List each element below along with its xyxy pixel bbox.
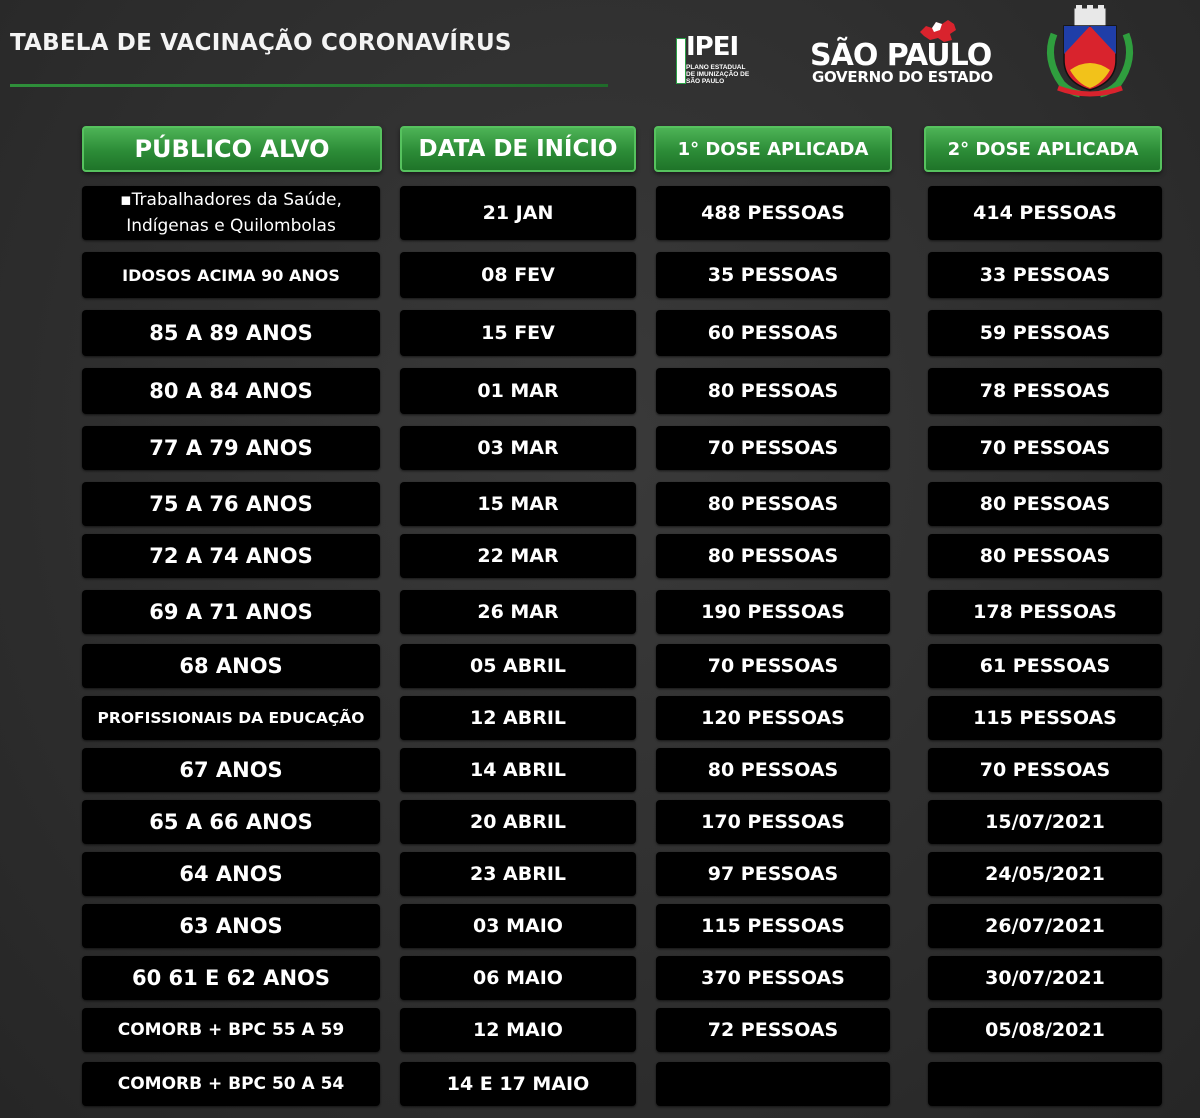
table-cell-data-inicio: 06 MAIO — [400, 956, 636, 1000]
table-cell-data-inicio: 03 MAIO — [400, 904, 636, 948]
ipei-logo-text: IPEI — [686, 32, 739, 62]
table-cell-segunda-dose: 33 PESSOAS — [928, 252, 1162, 298]
sao-paulo-logo-subtitle: GOVERNO DO ESTADO — [812, 68, 993, 86]
table-cell-segunda-dose: 80 PESSOAS — [928, 482, 1162, 526]
table-cell-publico-alvo: 68 ANOS — [82, 644, 380, 688]
table-cell-primeira-dose: 70 PESSOAS — [656, 426, 890, 470]
table-cell-segunda-dose: 414 PESSOAS — [928, 186, 1162, 240]
table-cell-primeira-dose: 70 PESSOAS — [656, 644, 890, 688]
table-cell-primeira-dose: 488 PESSOAS — [656, 186, 890, 240]
table-cell-publico-alvo: 85 A 89 ANOS — [82, 310, 380, 356]
table-cell-publico-alvo: 72 A 74 ANOS — [82, 534, 380, 578]
table-cell-data-inicio: 03 MAR — [400, 426, 636, 470]
table-cell-primeira-dose: 190 PESSOAS — [656, 590, 890, 634]
table-cell-segunda-dose: 70 PESSOAS — [928, 748, 1162, 792]
table-cell-segunda-dose: 61 PESSOAS — [928, 644, 1162, 688]
table-cell-segunda-dose: 59 PESSOAS — [928, 310, 1162, 356]
table-cell-segunda-dose: 78 PESSOAS — [928, 368, 1162, 414]
table-cell-segunda-dose: 05/08/2021 — [928, 1008, 1162, 1052]
table-cell-publico-alvo: 69 A 71 ANOS — [82, 590, 380, 634]
page-title: TABELA DE VACINAÇÃO CORONAVÍRUS — [10, 30, 512, 56]
ipei-logo-subtitle: PLANO ESTADUAL DE IMUNIZAÇÃO DE SÃO PAULO — [686, 64, 750, 85]
table-cell-publico-alvo: COMORB + BPC 50 A 54 — [82, 1062, 380, 1106]
table-cell-data-inicio: 15 FEV — [400, 310, 636, 356]
table-cell-publico-alvo: 80 A 84 ANOS — [82, 368, 380, 414]
table-cell-data-inicio: 26 MAR — [400, 590, 636, 634]
table-cell-publico-alvo: 60 61 E 62 ANOS — [82, 956, 380, 1000]
header-primeira-dose: 1° DOSE APLICADA — [654, 126, 892, 172]
table-cell-segunda-dose: 80 PESSOAS — [928, 534, 1162, 578]
table-cell-primeira-dose: 115 PESSOAS — [656, 904, 890, 948]
table-cell-segunda-dose: 178 PESSOAS — [928, 590, 1162, 634]
sao-paulo-logo-name: SÃO PAULO — [810, 38, 992, 73]
table-cell-data-inicio: 14 E 17 MAIO — [400, 1062, 636, 1106]
table-cell-segunda-dose: 30/07/2021 — [928, 956, 1162, 1000]
table-cell-publico-alvo: 77 A 79 ANOS — [82, 426, 380, 470]
table-cell-data-inicio: 14 ABRIL — [400, 748, 636, 792]
table-cell-data-inicio: 20 ABRIL — [400, 800, 636, 844]
table-cell-primeira-dose: 80 PESSOAS — [656, 482, 890, 526]
table-cell-primeira-dose: 170 PESSOAS — [656, 800, 890, 844]
table-cell-primeira-dose: 80 PESSOAS — [656, 748, 890, 792]
table-cell-primeira-dose: 35 PESSOAS — [656, 252, 890, 298]
table-cell-publico-alvo: 75 A 76 ANOS — [82, 482, 380, 526]
sao-paulo-logo — [810, 38, 1000, 88]
table-cell-segunda-dose: 26/07/2021 — [928, 904, 1162, 948]
header-segunda-dose: 2° DOSE APLICADA — [924, 126, 1162, 172]
table-cell-publico-alvo: COMORB + BPC 55 A 59 — [82, 1008, 380, 1052]
table-cell-data-inicio: 01 MAR — [400, 368, 636, 414]
table-cell-publico-alvo: PROFISSIONAIS DA EDUCAÇÃO — [82, 696, 380, 740]
table-cell-segunda-dose: 115 PESSOAS — [928, 696, 1162, 740]
table-cell-primeira-dose: 80 PESSOAS — [656, 368, 890, 414]
ipei-logo-mark — [676, 38, 686, 84]
table-cell-primeira-dose: 80 PESSOAS — [656, 534, 890, 578]
table-cell-primeira-dose: 60 PESSOAS — [656, 310, 890, 356]
table-cell-data-inicio: 22 MAR — [400, 534, 636, 578]
table-cell-primeira-dose: 97 PESSOAS — [656, 852, 890, 896]
table-cell-publico-alvo: 63 ANOS — [82, 904, 380, 948]
table-cell-segunda-dose — [928, 1062, 1162, 1106]
table-cell-primeira-dose — [656, 1062, 890, 1106]
title-underline — [10, 84, 608, 87]
table-cell-segunda-dose: 70 PESSOAS — [928, 426, 1162, 470]
table-cell-data-inicio: 23 ABRIL — [400, 852, 636, 896]
table-cell-segunda-dose: 24/05/2021 — [928, 852, 1162, 896]
table-cell-publico-alvo: IDOSOS ACIMA 90 ANOS — [82, 252, 380, 298]
table-cell-publico-alvo: 64 ANOS — [82, 852, 380, 896]
table-cell-primeira-dose: 370 PESSOAS — [656, 956, 890, 1000]
table-cell-data-inicio: 05 ABRIL — [400, 644, 636, 688]
table-cell-publico-alvo: 65 A 66 ANOS — [82, 800, 380, 844]
header-data-inicio: DATA DE INÍCIO — [400, 126, 636, 172]
table-cell-primeira-dose: 120 PESSOAS — [656, 696, 890, 740]
municipal-crest-icon — [1040, 4, 1140, 100]
table-cell-segunda-dose: 15/07/2021 — [928, 800, 1162, 844]
table-cell-data-inicio: 12 ABRIL — [400, 696, 636, 740]
header-publico-alvo: PÚBLICO ALVO — [82, 126, 382, 172]
table-cell-publico-alvo: 67 ANOS — [82, 748, 380, 792]
table-cell-data-inicio: 12 MAIO — [400, 1008, 636, 1052]
table-cell-primeira-dose: 72 PESSOAS — [656, 1008, 890, 1052]
table-cell-data-inicio: 08 FEV — [400, 252, 636, 298]
table-cell-data-inicio: 21 JAN — [400, 186, 636, 240]
table-cell-data-inicio: 15 MAR — [400, 482, 636, 526]
ipei-logo — [676, 32, 756, 85]
table-cell-publico-alvo: ▪Trabalhadores da Saúde, Indígenas e Quilombolas — [82, 186, 380, 240]
